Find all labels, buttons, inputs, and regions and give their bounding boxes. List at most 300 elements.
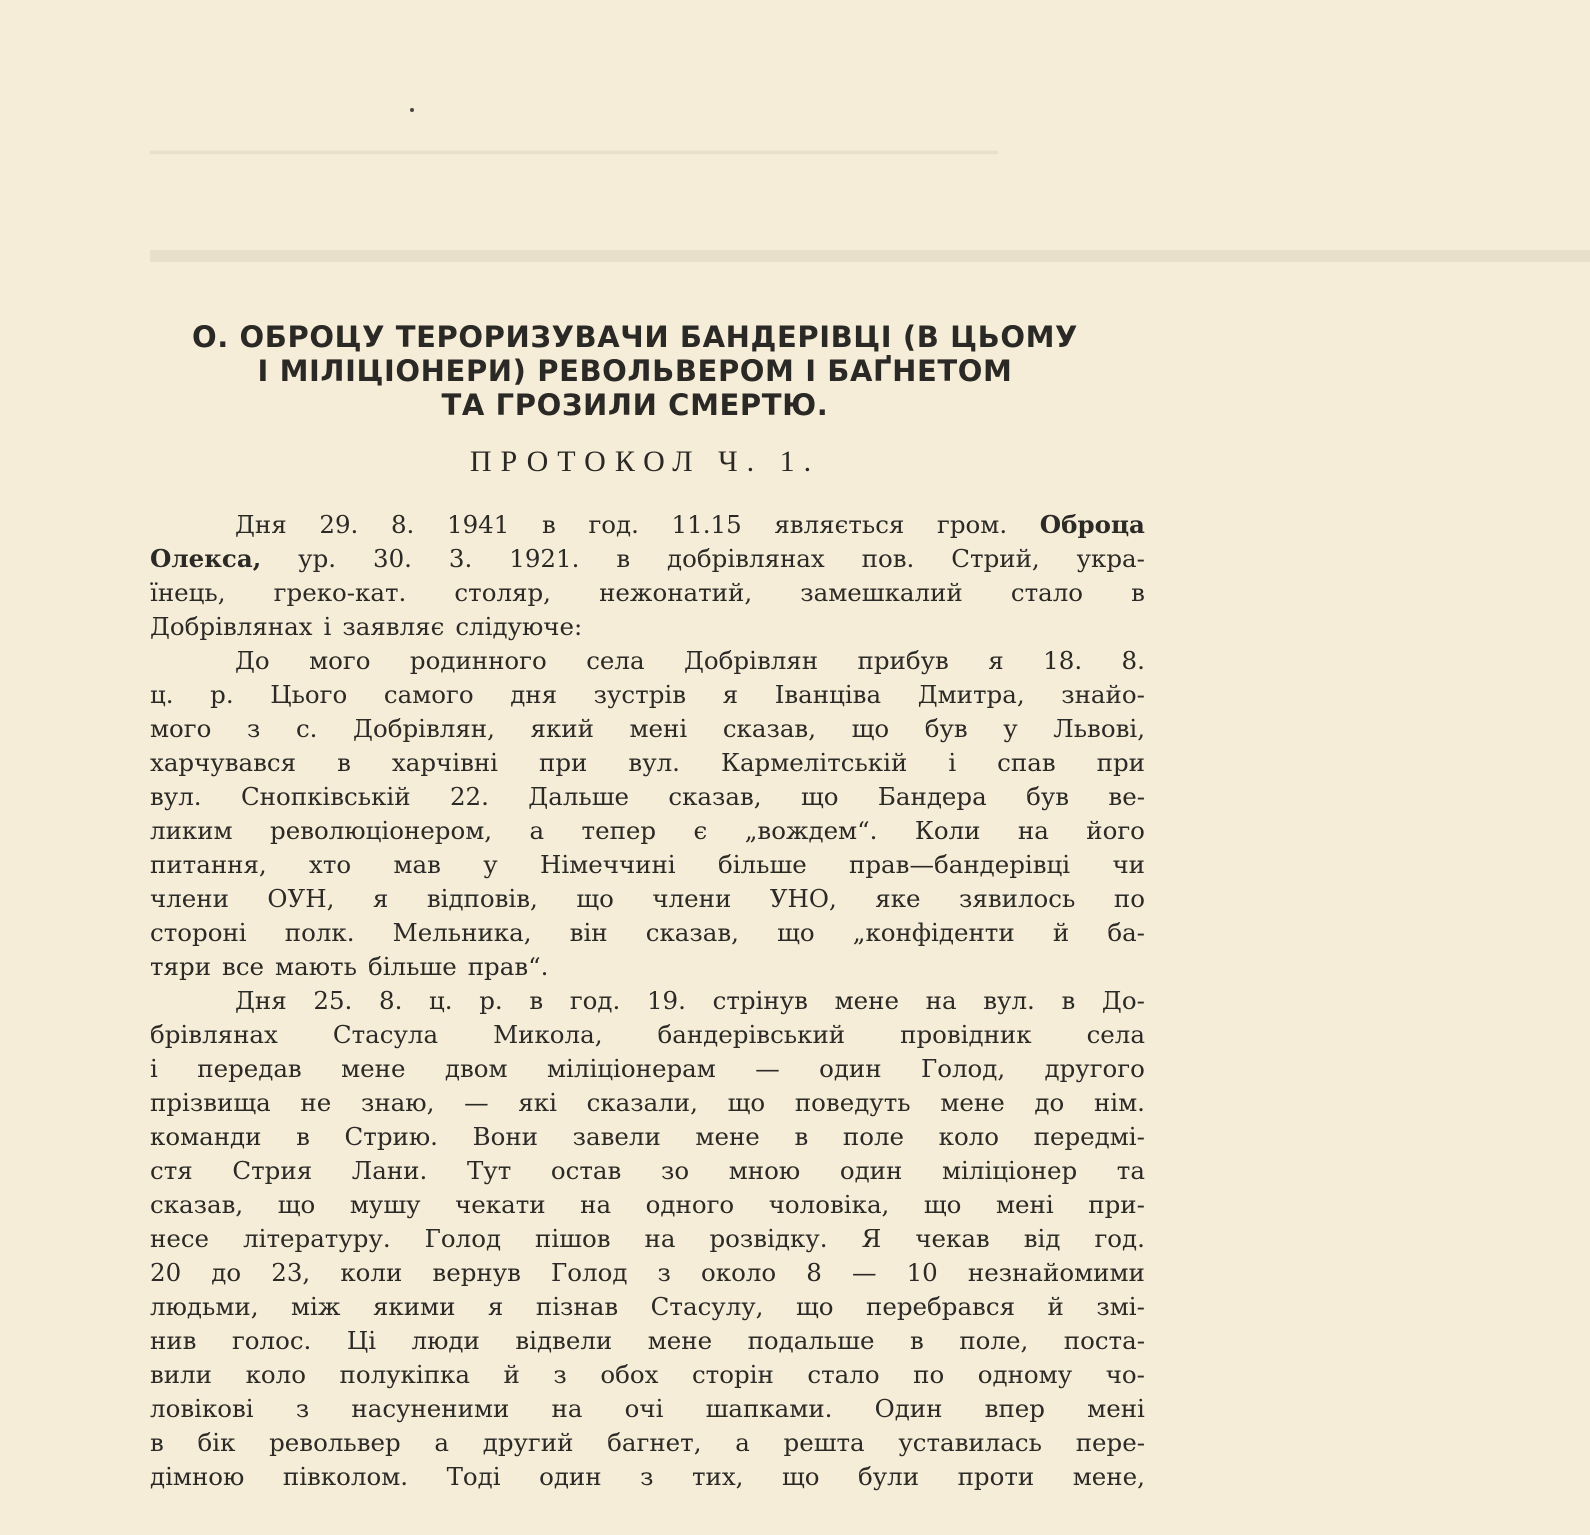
word: год.: [569, 986, 621, 1015]
bleed-through-text: ▬▬▬▬▬▬▬▬▬▬▬▬▬▬▬▬▬▬▬▬▬▬▬▬▬▬▬▬▬▬▬▬▬▬▬▬: [150, 226, 1590, 271]
word: пішов: [535, 1224, 611, 1253]
word: нім.: [1093, 1088, 1145, 1117]
word: й: [1047, 1292, 1064, 1321]
word: мав: [393, 850, 441, 879]
word: був: [1026, 782, 1070, 811]
word: столяр,: [454, 578, 551, 607]
word: ц.: [429, 986, 453, 1015]
word: нежонатий,: [599, 578, 753, 607]
word: мого: [309, 646, 371, 675]
word: сказав,: [150, 1190, 244, 1219]
word: остав: [550, 1156, 622, 1185]
word: 25.: [313, 986, 353, 1015]
word: Ці: [346, 1326, 377, 1355]
text-line: [150, 984, 1145, 1018]
word: коло: [938, 1122, 1000, 1151]
word: Дня: [235, 510, 287, 539]
word: з: [657, 1258, 671, 1287]
word: літературу.: [243, 1224, 391, 1253]
word: вул.: [628, 748, 680, 777]
text-line: [150, 712, 1145, 746]
word: прізвища: [150, 1088, 271, 1117]
word: УНО,: [769, 884, 837, 913]
word: Добрівлян: [684, 646, 819, 675]
word: До-: [1101, 986, 1145, 1015]
word: на: [551, 1394, 583, 1423]
word: 29.: [319, 510, 359, 539]
word: які: [518, 1088, 557, 1117]
protocol-heading: ПРОТОКОЛ Ч. 1.: [469, 445, 821, 478]
word: при: [1096, 748, 1145, 777]
word: тепер: [581, 816, 657, 845]
word: год.: [1094, 1224, 1145, 1253]
text-line: [150, 1086, 1145, 1120]
word: поле,: [959, 1326, 1029, 1355]
word: стороні: [150, 918, 247, 947]
word: являється: [774, 510, 905, 539]
word: поле: [842, 1122, 905, 1151]
word: поста-: [1063, 1326, 1145, 1355]
word: пов.: [861, 544, 915, 573]
word: розвідку.: [709, 1224, 828, 1253]
text-line: [150, 1358, 1145, 1392]
word: що: [576, 884, 614, 913]
word: Львові,: [1053, 714, 1145, 743]
word: що: [277, 1190, 316, 1219]
word: й: [503, 1360, 520, 1389]
word: Кармелітській: [720, 748, 908, 777]
word: полукіпка: [339, 1360, 470, 1389]
text-line: [150, 1426, 1145, 1460]
word: коло: [245, 1360, 306, 1389]
word: тяри: [150, 952, 212, 981]
word: Голод: [424, 1224, 502, 1253]
word: я: [722, 680, 739, 709]
word: Коли: [914, 816, 981, 845]
text-line: [150, 916, 1145, 950]
word: Тут: [466, 1156, 512, 1185]
word: села: [586, 646, 645, 675]
word: стя: [150, 1156, 193, 1185]
word: він: [569, 918, 608, 947]
word: Добрівлянах: [150, 612, 313, 641]
word: сторін: [691, 1360, 774, 1389]
text-line: [150, 1018, 1145, 1052]
word: Олекса,: [150, 544, 262, 573]
word: полк.: [284, 918, 355, 947]
word: дня: [510, 680, 558, 709]
word: 10: [906, 1258, 938, 1287]
word: бік: [197, 1428, 236, 1457]
word: мене: [341, 1054, 406, 1083]
word: відвели: [515, 1326, 613, 1355]
word: вул.: [150, 782, 202, 811]
word: шапками.: [705, 1394, 833, 1423]
word: багнет,: [607, 1428, 702, 1457]
word: більше: [717, 850, 807, 879]
word: їнець,: [150, 578, 226, 607]
word: стало: [1010, 578, 1084, 607]
word: 20: [150, 1258, 182, 1287]
word: Микола,: [493, 1020, 603, 1049]
word: що: [795, 1292, 834, 1321]
word: команди: [150, 1122, 262, 1151]
word: несе: [150, 1224, 210, 1253]
word: міліціонерам: [546, 1054, 716, 1083]
word: на: [580, 1190, 612, 1219]
word: в: [794, 1122, 809, 1151]
word: сказав,: [645, 918, 739, 947]
word: р.: [210, 680, 234, 709]
word: пере-: [1075, 1428, 1145, 1457]
word: передав: [197, 1054, 302, 1083]
word: був: [924, 714, 968, 743]
word: Іванціва: [774, 680, 882, 709]
word: Оброца: [1039, 510, 1145, 539]
word: в: [296, 1122, 310, 1151]
word: „конфіденти: [852, 918, 1015, 947]
word: Снопківській: [240, 782, 411, 811]
word: що: [777, 918, 815, 947]
word: ловікові: [150, 1394, 254, 1423]
word: 18.: [1043, 646, 1083, 675]
text-line: [150, 780, 1145, 814]
word: на: [1017, 816, 1049, 845]
word: з: [246, 714, 261, 743]
word: мушу: [349, 1190, 421, 1219]
word: с.: [295, 714, 318, 743]
text-line: [150, 678, 1145, 712]
word: —: [464, 1088, 489, 1117]
word: подальше: [747, 1326, 875, 1355]
bleed-through-text: ━━━━━━━━━━━━━━━━━━━━━━━━━━━━━━━━━━━━━━━━━━━━━━━━━━━━━━━━━━━━━━━━: [150, 140, 998, 165]
word: 11.15: [671, 510, 742, 539]
word: Тоді: [446, 1462, 501, 1491]
word: яке: [875, 884, 921, 913]
word: і: [323, 612, 332, 641]
word: в: [1131, 578, 1145, 607]
word: впер: [984, 1394, 1045, 1423]
word: нив: [150, 1326, 197, 1355]
word: замешкалий: [800, 578, 963, 607]
word: що: [851, 714, 890, 743]
word: мають: [275, 952, 357, 981]
word: одного: [645, 1190, 735, 1219]
word: Німеччині: [540, 850, 676, 879]
word: обох: [600, 1360, 659, 1389]
word: чоловіка,: [768, 1190, 890, 1219]
word: Мельника,: [392, 918, 532, 947]
word: мене: [834, 986, 899, 1015]
word: провідник: [900, 1020, 1032, 1049]
word: члени: [652, 884, 732, 913]
word: Стрий,: [951, 544, 1040, 573]
word: знаю,: [360, 1088, 435, 1117]
word: Стасула: [332, 1020, 439, 1049]
word: Стасулу,: [650, 1292, 764, 1321]
word: 19.: [646, 986, 686, 1015]
word: очі: [624, 1394, 664, 1423]
word: брівлянах: [150, 1020, 278, 1049]
word: міліціонер: [941, 1156, 1078, 1185]
word: уставилась: [898, 1428, 1042, 1457]
word: ц.: [150, 680, 174, 709]
text-line: [150, 1222, 1145, 1256]
word: заявляє: [342, 612, 445, 641]
word: члени: [150, 884, 229, 913]
word: на: [925, 986, 957, 1015]
word: мені: [996, 1190, 1054, 1219]
word: голос.: [231, 1326, 312, 1355]
ink-dot: [410, 108, 414, 112]
word: люди: [411, 1326, 480, 1355]
word: сказали,: [586, 1088, 698, 1117]
word: та: [1116, 1156, 1145, 1185]
word: я: [372, 884, 389, 913]
word: прав—бандерівці: [849, 850, 1071, 879]
word: в: [150, 1428, 164, 1457]
word: добрівлянах: [667, 544, 825, 573]
word: його: [1086, 816, 1145, 845]
word: села: [1086, 1020, 1145, 1049]
word: 30.: [373, 544, 412, 573]
word: чо-: [1105, 1360, 1145, 1389]
word: тих,: [691, 1462, 744, 1491]
text-line: [150, 1256, 1145, 1290]
word: змі-: [1096, 1292, 1145, 1321]
word: по: [1113, 884, 1145, 913]
word: що: [923, 1190, 962, 1219]
word: харчувався: [150, 748, 297, 777]
word: ОУН,: [267, 884, 335, 913]
word: Я: [861, 1224, 882, 1253]
word: пізнав: [535, 1292, 619, 1321]
word: до: [211, 1258, 242, 1287]
word: До: [235, 646, 270, 675]
word: —: [755, 1054, 780, 1083]
word: дімною: [150, 1462, 245, 1491]
word: а: [529, 816, 545, 845]
word: в: [616, 544, 631, 573]
word: передмі-: [1033, 1122, 1145, 1151]
word: що: [781, 1462, 820, 1491]
word: я: [988, 646, 1004, 675]
document-body: [150, 508, 1145, 1494]
word: 1941: [447, 510, 510, 539]
word: коли: [340, 1258, 403, 1287]
word: питання,: [150, 850, 267, 879]
word: у: [1003, 714, 1018, 743]
word: укра-: [1076, 544, 1145, 573]
text-line: [150, 1392, 1145, 1426]
word: 1921.: [509, 544, 580, 573]
word: у: [483, 850, 498, 879]
word: і: [948, 748, 957, 777]
word: 8.: [390, 510, 415, 539]
word: мені: [629, 714, 688, 743]
word: завели: [572, 1122, 661, 1151]
word: чи: [1112, 850, 1145, 879]
word: Цього: [270, 680, 348, 709]
text-line: [150, 644, 1145, 678]
word: ликим: [150, 816, 233, 845]
word: Один: [874, 1394, 943, 1423]
word: революціонером,: [270, 816, 493, 845]
word: родинного: [409, 646, 547, 675]
word: в: [910, 1326, 924, 1355]
text-line: [150, 542, 1145, 576]
word: Дмитра,: [917, 680, 1025, 709]
word: хто: [309, 850, 352, 879]
word: Стрию.: [344, 1122, 438, 1151]
text-line: [150, 610, 1145, 644]
word: поведуть: [794, 1088, 911, 1117]
word: на: [644, 1224, 676, 1253]
word: між: [291, 1292, 341, 1321]
text-line: [150, 1188, 1145, 1222]
document-headline: [120, 320, 1150, 422]
word: 22.: [449, 782, 489, 811]
text-line: [150, 1120, 1145, 1154]
word: ба-: [1107, 918, 1145, 947]
word: мене,: [1072, 1462, 1145, 1491]
word: спав: [997, 748, 1056, 777]
word: чекати: [455, 1190, 546, 1219]
word: Добрівлян,: [353, 714, 495, 743]
text-line: [150, 1154, 1145, 1188]
word: решта: [783, 1428, 865, 1457]
word: 8.: [1121, 646, 1145, 675]
word: ур.: [298, 544, 337, 573]
word: мене: [940, 1088, 1005, 1117]
word: 23,: [271, 1258, 311, 1287]
text-line: [150, 882, 1145, 916]
text-line: [150, 1290, 1145, 1324]
word: з: [640, 1462, 654, 1491]
word: слідуюче:: [455, 612, 583, 641]
word: в: [337, 748, 351, 777]
word: вул.: [983, 986, 1035, 1015]
word: другий: [482, 1428, 574, 1457]
word: год.: [588, 510, 639, 539]
word: мене: [647, 1326, 713, 1355]
text-line: [150, 508, 1145, 542]
word: півколом.: [282, 1462, 409, 1491]
text-line: [150, 814, 1145, 848]
word: сказав,: [668, 782, 762, 811]
word: в: [529, 986, 544, 1015]
word: Голод: [551, 1258, 628, 1287]
text-line: [150, 848, 1145, 882]
word: з: [553, 1360, 567, 1389]
word: що: [727, 1088, 766, 1117]
word: все: [222, 952, 265, 981]
word: й: [1052, 918, 1070, 947]
word: в: [542, 510, 556, 539]
word: одному: [977, 1360, 1073, 1389]
word: людьми,: [150, 1292, 259, 1321]
word: знайо-: [1061, 680, 1145, 709]
word: один: [839, 1156, 903, 1185]
word: проти: [957, 1462, 1035, 1491]
word: греко-кат.: [273, 578, 407, 607]
word: відповів,: [426, 884, 538, 913]
word: Бандера: [877, 782, 987, 811]
word: „вождем“.: [744, 816, 878, 845]
word: насуненими: [351, 1394, 510, 1423]
word: ве-: [1108, 782, 1145, 811]
headline-line: І МІЛІЦІОНЕРИ) РЕВОЛЬВЕРОМ І БАҐНЕТОМ: [257, 354, 1013, 388]
word: один: [819, 1054, 882, 1083]
word: були: [858, 1462, 920, 1491]
word: мені: [1087, 1394, 1145, 1423]
text-line: [150, 746, 1145, 780]
word: около: [701, 1258, 777, 1287]
word: незнайомими: [967, 1258, 1145, 1287]
word: прав“.: [467, 952, 549, 981]
word: з: [295, 1394, 310, 1423]
word: стрінув: [712, 986, 808, 1015]
word: револьвер: [269, 1428, 401, 1457]
word: а: [735, 1428, 750, 1457]
word: Дальше: [528, 782, 630, 811]
word: більше: [367, 952, 457, 981]
word: в: [1061, 986, 1076, 1015]
word: що: [800, 782, 839, 811]
word: мною: [728, 1156, 801, 1185]
word: мого: [150, 714, 212, 743]
word: Лани.: [351, 1156, 428, 1185]
headline-line: О. ОБРОЦУ ТЕРОРИЗУВАЧИ БАНДЕРІВЦІ (В ЦЬОМУ: [191, 320, 1079, 354]
word: зустрів: [593, 680, 687, 709]
word: не: [300, 1088, 332, 1117]
word: двом: [444, 1054, 508, 1083]
text-line: [150, 1052, 1145, 1086]
word: зявилось: [959, 884, 1076, 913]
word: вернув: [432, 1258, 521, 1287]
word: чекав: [915, 1224, 990, 1253]
word: Голод,: [920, 1054, 1006, 1083]
word: р.: [479, 986, 503, 1015]
word: при: [539, 748, 588, 777]
word: гром.: [937, 510, 1008, 539]
word: вили: [150, 1360, 213, 1389]
word: —: [851, 1258, 877, 1287]
word: і: [150, 1054, 158, 1083]
word: харчівні: [391, 748, 499, 777]
word: один: [539, 1462, 602, 1491]
word: до: [1034, 1088, 1065, 1117]
word: самого: [383, 680, 474, 709]
word: який: [530, 714, 594, 743]
word: я: [487, 1292, 504, 1321]
word: стало: [807, 1360, 880, 1389]
word: зо: [660, 1156, 690, 1185]
word: 8: [806, 1258, 822, 1287]
word: Вони: [472, 1122, 539, 1151]
word: другого: [1044, 1054, 1145, 1083]
word: бандерівський: [657, 1020, 846, 1049]
headline-line: ТА ГРОЗИЛИ СМЕРТЮ.: [441, 388, 829, 422]
word: є: [693, 816, 708, 845]
word: а: [434, 1428, 450, 1457]
word: прибув: [857, 646, 949, 675]
word: Дня: [235, 986, 287, 1015]
word: перебрався: [866, 1292, 1016, 1321]
word: 3.: [448, 544, 473, 573]
word: від: [1023, 1224, 1061, 1253]
text-line: [150, 950, 1145, 984]
